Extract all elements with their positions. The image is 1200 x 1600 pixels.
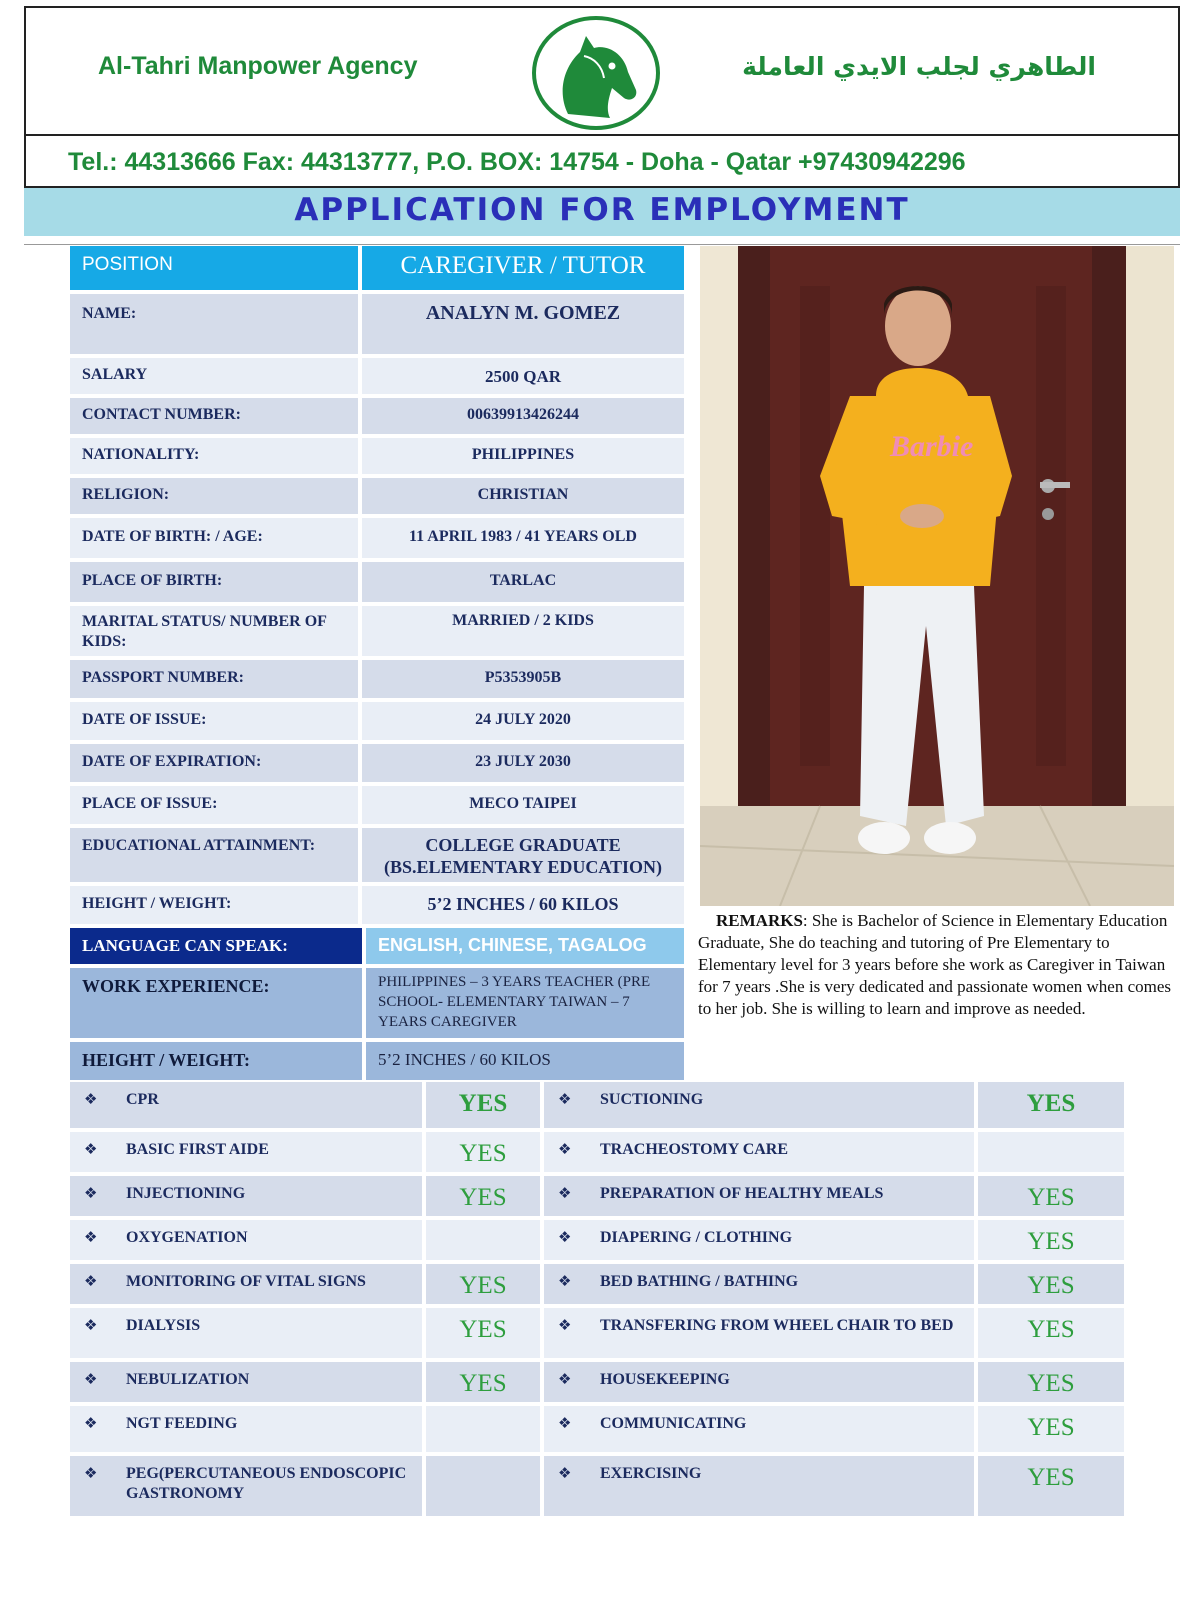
skill-item — [544, 1132, 974, 1172]
skills-row — [70, 1082, 1124, 1128]
bullet-icon: ❖ — [558, 1228, 572, 1246]
skill-label: COMMUNICATING — [600, 1415, 747, 1432]
position-label: POSITION — [70, 246, 358, 290]
skill-label: BASIC FIRST AIDE — [126, 1141, 269, 1158]
field-value: P5353905B — [362, 660, 684, 698]
skill-item — [70, 1176, 422, 1216]
skill-label: CPR — [126, 1091, 159, 1108]
field-label: PLACE OF ISSUE: — [70, 786, 358, 824]
skill-answer: YES — [978, 1220, 1124, 1260]
field-value: ANALYN M. GOMEZ — [362, 294, 684, 354]
field-value: 23 JULY 2030 — [362, 744, 684, 782]
horse-head-logo-icon — [528, 14, 664, 132]
bullet-icon: ❖ — [84, 1464, 98, 1482]
bullet-icon: ❖ — [84, 1370, 98, 1388]
skill-label: SUCTIONING — [600, 1091, 704, 1108]
skill-label: PEG(PERCUTANEOUS ENDOSCOPIC GASTRONOMY — [126, 1465, 407, 1502]
height-weight-row-2 — [70, 1042, 684, 1080]
language-row — [70, 928, 684, 964]
skill-item — [70, 1132, 422, 1172]
field-value: MECO TAIPEI — [362, 786, 684, 824]
skills-row — [70, 1456, 1124, 1516]
skill-answer: YES — [978, 1362, 1124, 1402]
remarks-label: REMARKS — [716, 911, 803, 930]
skill-answer: YES — [978, 1308, 1124, 1358]
field-label: DATE OF EXPIRATION: — [70, 744, 358, 782]
skill-item — [544, 1082, 974, 1128]
skills-row — [70, 1362, 1124, 1402]
skill-label: INJECTIONING — [126, 1185, 246, 1202]
table-row — [70, 744, 684, 782]
skill-item — [544, 1176, 974, 1216]
skill-answer — [426, 1456, 540, 1516]
bullet-icon: ❖ — [558, 1370, 572, 1388]
hw2-label: HEIGHT / WEIGHT: — [70, 1042, 362, 1080]
field-label: PLACE OF BIRTH: — [70, 562, 358, 602]
bullet-icon: ❖ — [84, 1414, 98, 1432]
table-row — [70, 518, 684, 558]
language-label: LANGUAGE CAN SPEAK: — [70, 928, 362, 964]
skill-label: TRANSFERING FROM WHEEL CHAIR TO BED — [600, 1317, 954, 1334]
field-label: DATE OF ISSUE: — [70, 702, 358, 740]
work-label: WORK EXPERIENCE: — [70, 968, 362, 1038]
skill-item — [544, 1220, 974, 1260]
work-experience-row — [70, 968, 684, 1038]
skill-answer: YES — [426, 1132, 540, 1172]
field-value: 2500 QAR — [362, 358, 684, 394]
bullet-icon: ❖ — [558, 1272, 572, 1290]
skills-row — [70, 1308, 1124, 1358]
skill-label: NGT FEEDING — [126, 1415, 238, 1432]
bullet-icon: ❖ — [84, 1184, 98, 1202]
skill-item — [544, 1406, 974, 1452]
field-label: SALARY — [70, 358, 358, 394]
skill-label: BED BATHING / BATHING — [600, 1273, 799, 1290]
skill-label: DIALYSIS — [126, 1317, 201, 1334]
skill-item — [544, 1456, 974, 1516]
field-value: TARLAC — [362, 562, 684, 602]
table-row — [70, 398, 684, 434]
bullet-icon: ❖ — [84, 1272, 98, 1290]
skill-item — [70, 1082, 422, 1128]
skill-label: OXYGENATION — [126, 1229, 248, 1246]
skill-answer: YES — [426, 1264, 540, 1304]
table-row — [70, 562, 684, 602]
position-row — [70, 246, 684, 290]
field-value: 24 JULY 2020 — [362, 702, 684, 740]
field-label: MARITAL STATUS/ NUMBER OF KIDS: — [70, 606, 358, 656]
skills-row — [70, 1132, 1124, 1172]
field-value: 00639913426244 — [362, 398, 684, 434]
skill-answer: YES — [978, 1406, 1124, 1452]
skill-item — [544, 1308, 974, 1358]
field-label: CONTACT NUMBER: — [70, 398, 358, 434]
work-value: PHILIPPINES – 3 YEARS TEACHER (PRE SCHOOL- ELEMENTARY TAIWAN – 7 YEARS CAREGIVER — [366, 968, 684, 1038]
page-title: APPLICATION FOR EMPLOYMENT — [294, 192, 910, 228]
field-label: PASSPORT NUMBER: — [70, 660, 358, 698]
bullet-icon: ❖ — [84, 1140, 98, 1158]
skill-label: EXERCISING — [600, 1465, 702, 1482]
skill-label: HOUSEKEEPING — [600, 1371, 730, 1388]
applicant-photo — [700, 246, 1174, 906]
skill-label: NEBULIZATION — [126, 1371, 250, 1388]
skill-answer — [426, 1220, 540, 1260]
field-label: NATIONALITY: — [70, 438, 358, 474]
skill-answer: YES — [426, 1308, 540, 1358]
field-label: NAME: — [70, 294, 358, 354]
field-value: PHILIPPINES — [362, 438, 684, 474]
bullet-icon: ❖ — [558, 1090, 572, 1108]
skill-answer: YES — [426, 1176, 540, 1216]
field-value: MARRIED / 2 KIDS — [362, 606, 684, 656]
remarks-body: : She is Bachelor of Science in Elementary Education Graduate, She do teaching and tutoring of Pre Elementary to Elementary level for 3 years before she work as Caregiver in Taiwan for 7 years .She is very dedicated and passionate women when comes to her job. She is willing to learn and improve as needed. — [698, 911, 1172, 1018]
skill-item — [70, 1456, 422, 1516]
field-value: 5’2 INCHES / 60 KILOS — [362, 886, 684, 924]
field-label: HEIGHT / WEIGHT: — [70, 886, 358, 924]
table-row — [70, 606, 684, 656]
skill-label: DIAPERING / CLOTHING — [600, 1229, 793, 1246]
skill-answer — [978, 1132, 1124, 1172]
table-row — [70, 358, 684, 394]
field-value: CHRISTIAN — [362, 478, 684, 514]
skill-item — [70, 1264, 422, 1304]
table-row — [70, 478, 684, 514]
bullet-icon: ❖ — [84, 1228, 98, 1246]
table-row — [70, 786, 684, 824]
field-value: COLLEGE GRADUATE (BS.ELEMENTARY EDUCATION) — [362, 828, 684, 882]
skill-answer: YES — [426, 1082, 540, 1128]
field-value: 11 APRIL 1983 / 41 YEARS OLD — [362, 518, 684, 558]
table-row — [70, 294, 684, 354]
svg-text:Barbie: Barbie — [890, 430, 974, 463]
skill-item — [70, 1308, 422, 1358]
skill-label: TRACHEOSTOMY CARE — [600, 1141, 789, 1158]
skill-answer: YES — [426, 1362, 540, 1402]
skill-item — [544, 1264, 974, 1304]
position-value: CAREGIVER / TUTOR — [362, 246, 684, 290]
skill-answer: YES — [978, 1456, 1124, 1516]
agency-name-english: Al-Tahri Manpower Agency — [98, 52, 418, 80]
skills-row — [70, 1220, 1124, 1260]
field-label: EDUCATIONAL ATTAINMENT: — [70, 828, 358, 882]
bullet-icon: ❖ — [558, 1464, 572, 1482]
table-row — [70, 660, 684, 698]
skill-answer: YES — [978, 1264, 1124, 1304]
remarks-text — [698, 910, 1176, 1020]
skill-item — [70, 1406, 422, 1452]
bullet-icon: ❖ — [84, 1090, 98, 1108]
bullet-icon: ❖ — [558, 1414, 572, 1432]
skills-row — [70, 1264, 1124, 1304]
skill-answer: YES — [978, 1082, 1124, 1128]
skill-item — [70, 1362, 422, 1402]
header-rule — [24, 236, 1180, 245]
bullet-icon: ❖ — [558, 1316, 572, 1334]
bullet-icon: ❖ — [558, 1184, 572, 1202]
table-row — [70, 438, 684, 474]
bullet-icon: ❖ — [84, 1316, 98, 1334]
skill-label: MONITORING OF VITAL SIGNS — [126, 1273, 366, 1290]
skill-label: PREPARATION OF HEALTHY MEALS — [600, 1185, 884, 1202]
skill-item — [70, 1220, 422, 1260]
agency-name-arabic: الطاهري لجلب الايدي العاملة — [742, 52, 1096, 81]
skills-row — [70, 1176, 1124, 1216]
language-value: ENGLISH, CHINESE, TAGALOG — [366, 928, 684, 964]
skill-item — [544, 1362, 974, 1402]
field-label: DATE OF BIRTH: / AGE: — [70, 518, 358, 558]
field-label: RELIGION: — [70, 478, 358, 514]
skill-answer — [426, 1406, 540, 1452]
skill-answer: YES — [978, 1176, 1124, 1216]
hw2-value: 5’2 INCHES / 60 KILOS — [366, 1042, 684, 1080]
table-row — [70, 886, 684, 924]
contact-line: Tel.: 44313666 Fax: 44313777, P.O. BOX: 14754 - Doha - Qatar +97430942296 — [68, 148, 966, 176]
skills-row — [70, 1406, 1124, 1452]
table-row — [70, 702, 684, 740]
bullet-icon: ❖ — [558, 1140, 572, 1158]
table-row — [70, 828, 684, 882]
